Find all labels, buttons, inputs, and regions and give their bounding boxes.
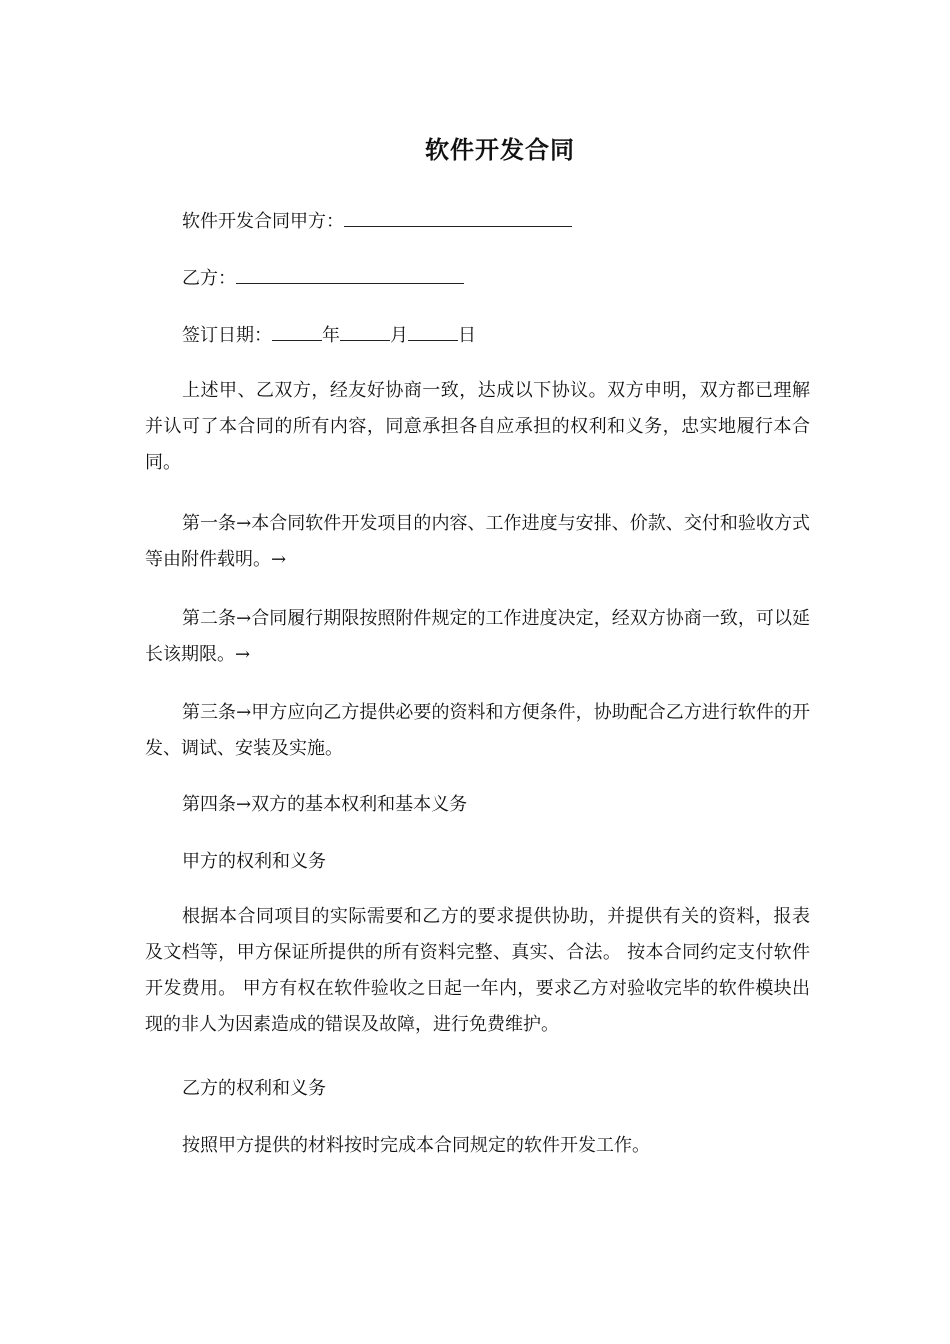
party-a-line bbox=[182, 208, 572, 236]
sign-date-label: 签订日期： bbox=[182, 325, 272, 346]
article-3: 第三条→甲方应向乙方提供必要的资料和方便条件，协助配合乙方进行软件的开发、调试、安装及实施。 bbox=[145, 702, 810, 759]
article-2: 第二条→合同履行期限按照附件规定的工作进度决定，经双方协商一致，可以延长该期限。→ bbox=[145, 608, 810, 665]
document-title: 软件开发合同 bbox=[425, 135, 575, 164]
party-a-rights-heading: 甲方的权利和义务 bbox=[182, 851, 326, 872]
intro-paragraph: 上述甲、乙双方，经友好协商一致，达成以下协议。双方申明，双方都已理解并认可了本合同的所有内容，同意承担各自应承担的权利和义务，忠实地履行本合同。 bbox=[145, 380, 810, 473]
year-blank bbox=[272, 322, 322, 341]
sign-date-line bbox=[182, 322, 476, 350]
month-blank bbox=[340, 322, 390, 341]
month-label: 月 bbox=[390, 325, 408, 346]
party-a-blank bbox=[344, 208, 572, 227]
party-b-rights-body: 按照甲方提供的材料按时完成本合同规定的软件开发工作。 bbox=[182, 1135, 650, 1156]
party-b-blank bbox=[236, 265, 464, 284]
party-b-rights-heading: 乙方的权利和义务 bbox=[182, 1078, 326, 1099]
year-label: 年 bbox=[322, 325, 340, 346]
party-b-line bbox=[182, 265, 464, 293]
party-a-rights-body: 根据本合同项目的实际需要和乙方的要求提供协助，并提供有关的资料，报表及文档等，甲方保证所提供的所有资料完整、真实、合法。 按本合同约定支付软件开发费用。 甲方有权在软件验收之日起一年内，要求乙方对验收完毕的软件模块出现的非人为因素造成的错误及故障，进行免费维护。 bbox=[145, 906, 810, 1035]
party-b-label: 乙方： bbox=[182, 268, 236, 289]
party-a-label: 软件开发合同甲方： bbox=[182, 211, 344, 232]
day-label: 日 bbox=[458, 325, 476, 346]
article-4: 第四条→双方的基本权利和基本义务 bbox=[182, 794, 468, 815]
article-1: 第一条→本合同软件开发项目的内容、工作进度与安排、价款、交付和验收方式等由附件载明。→ bbox=[145, 513, 810, 570]
day-blank bbox=[408, 322, 458, 341]
